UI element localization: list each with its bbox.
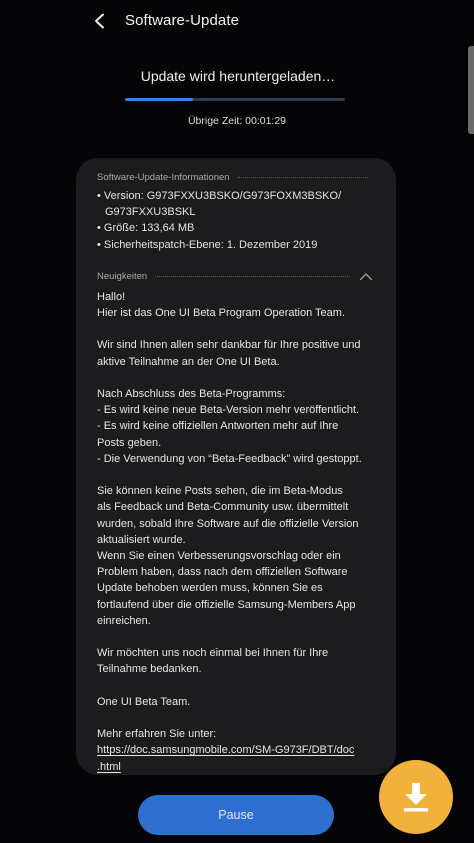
release-note-line: Posts geben. [97,436,162,449]
release-note-line: Nach Abschluss des Beta-Programms: [97,388,286,400]
paragraph-gap [97,321,376,337]
more-info-link[interactable]: https://doc.samsungmobile.com/SM-G973F/DBT/doc [97,744,355,757]
release-note-line: Hier ist das One UI Beta Program Operation Team. [97,307,346,320]
back-arrow-icon [93,13,107,29]
back-button[interactable] [88,8,112,34]
release-note-line: Mehr erfahren Sie unter: [97,728,217,741]
news-section-header[interactable] [97,269,376,285]
release-note-line: Wenn Sie einen Verbesserungsvorschlag oder ein [97,550,341,563]
download-status: Update wird heruntergeladen… [140,68,336,84]
release-note-line: - Es wird keine neue Beta-Version mehr veröffentlicht. [97,404,360,417]
release-note-line: Teilnahme bedanken. [97,663,202,676]
app-header [0,0,474,44]
info-security-patch: • Sicherheitspatch-Ebene: 1. Dezember 2019 [97,238,318,251]
collapse-button[interactable] [358,269,374,285]
download-progress-fill [125,98,193,101]
release-note-line: Wir möchten uns noch einmal bei Ihnen für Ihre [97,647,329,660]
pause-button[interactable]: Pause [138,795,334,835]
download-icon [401,781,431,813]
download-progress-bar [125,98,345,101]
release-note-line: Wir sind Ihnen allen sehr dankbar für Ihre positive und [97,339,361,352]
paragraph-gap [97,370,376,386]
release-note-line: einreichen. [97,614,151,627]
more-info-link[interactable]: .html [97,760,121,773]
info-section-title: Software-Update-Informationen [97,171,230,183]
release-note-line: Problem haben, dass nach dem offiziellen Software [97,566,348,579]
info-list [97,188,376,253]
info-section-header [97,170,376,184]
chevron-up-icon [359,272,373,281]
dotted-divider [238,177,368,178]
download-fab[interactable] [379,760,453,834]
release-note-line: wurden, sobald Ihre Software auf die offizielle Version [97,517,359,530]
release-note-line: Update behoben werden muss, können Sie es [97,582,323,595]
paragraph-gap [97,678,376,694]
release-notes [97,289,376,775]
release-note-line: One UI Beta Team. [97,695,191,708]
release-note-line: fortlaufend über die offizielle Samsung-Members App [97,598,356,611]
release-note-line: als Feedback und Beta-Community usw. übermittelt [97,501,349,514]
paragraph-gap [97,467,376,483]
news-section-title: Neuigkeiten [97,271,148,283]
release-note-line: Sie können keine Posts sehen, die im Beta-Modus [97,485,343,498]
paragraph-gap [97,710,376,726]
release-note-line: aktualisiert wurde. [97,533,186,546]
release-note-line: - Es wird keine offiziellen Antworten mehr auf Ihre [97,420,339,433]
remaining-time: Übrige Zeit: 00:01:29 [187,115,287,127]
release-note-line: - Die Verwendung von “Beta-Feedback” wird gestoppt. [97,452,362,465]
info-version: • Version: G973FXXU3BSKO/G973FOXM3BSKO/ [97,190,342,202]
release-note-line: aktive Teilnahme an der One UI Beta. [97,355,280,368]
paragraph-gap [97,629,376,645]
info-version-cont: G973FXXU3BSKL [105,206,196,219]
info-size: • Größe: 133,64 MB [97,222,195,235]
dotted-divider [155,276,350,277]
page-title: Software-Update [125,12,240,29]
release-note-line: Hallo! [97,290,126,303]
update-info-card[interactable] [76,158,396,775]
